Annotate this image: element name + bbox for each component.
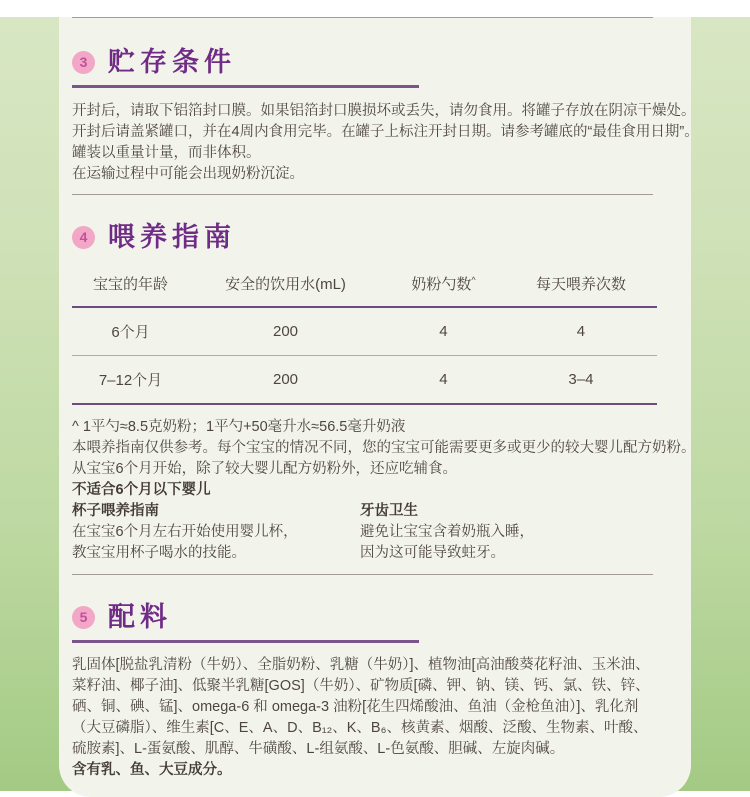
top-section-divider (72, 17, 653, 18)
cell-scoops: 4 (382, 307, 505, 356)
text-line: 菜籽油、椰子油]、低聚半乳糖[GOS]（牛奶）、矿物质[磷、钾、钠、镁、钙、氯、铁、锌、 (72, 678, 650, 694)
section-title: 配料 (108, 602, 172, 632)
ingredients-section (72, 602, 678, 781)
footnote-marker: ^ (471, 275, 476, 285)
cell-water: 200 (189, 356, 382, 405)
section-number-badge: 3 (72, 51, 95, 74)
table-row (72, 356, 657, 405)
section-divider (72, 574, 653, 575)
section-number-badge: 4 (72, 226, 95, 249)
text-line: （大豆磷脂）、维生素[C、E、A、D、B₁₂、K、B₆、核黄素、烟酸、泛酸、生物素、叶酸、 (72, 720, 648, 736)
age-warning: 不适合6个月以下婴儿 (72, 482, 211, 498)
column-header-scoops: 奶粉勺数^ (382, 267, 505, 307)
table-header-row (72, 267, 657, 307)
feeding-section-header (72, 222, 678, 252)
column-header-feedings: 每天喂养次数 (505, 267, 657, 307)
feeding-guide-section (72, 222, 696, 575)
section-divider (72, 194, 653, 195)
text-line: 本喂养指南仅供参考。每个宝宝的情况不同，您的宝宝可能需要更多或更少的较大婴儿配方奶粉。 (72, 440, 696, 456)
storage-section-header (72, 47, 678, 77)
dental-hygiene (360, 501, 678, 564)
text-line: 开封后请盖紧罐口，并在4周内食用完毕。在罐子上标注开封日期。请参考罐底的“最佳食用日期”。 (72, 124, 699, 140)
section-number-badge: 5 (72, 606, 95, 629)
subsection-heading: 杯子喂养指南 (72, 503, 159, 519)
text-line: 罐装以重量计量，而非体积。 (72, 145, 261, 161)
storage-section (72, 47, 699, 195)
feeding-subsections (72, 501, 678, 564)
cell-age: 6个月 (72, 307, 189, 356)
section-title: 喂养指南 (108, 222, 236, 252)
text-line: 乳固体[脱盐乳清粉（牛奶）、全脂奶粉、乳糖（牛奶）]、植物油[高油酸葵花籽油、玉米油、 (72, 657, 650, 673)
allergen-statement: 含有乳、鱼、大豆成分。 (72, 762, 232, 778)
title-underline (72, 640, 419, 643)
text-line: 因为这可能导致蛀牙。 (360, 545, 505, 561)
title-underline (72, 85, 419, 88)
text-line: 在运输过程中可能会出现奶粉沉淀。 (72, 166, 304, 182)
scoop-footnote: ^ 1平勺≈8.5克奶粉；1平勺+50毫升水≈56.5毫升奶液 (72, 419, 406, 435)
text-line: 开封后，请取下铝箔封口膜。如果铝箔封口膜损坏或丢失，请勿食用。将罐子存放在阴凉干燥处。 (72, 103, 696, 119)
section-title: 贮存条件 (108, 47, 236, 77)
text-line: 在宝宝6个月左右开始使用婴儿杯， (72, 524, 298, 540)
text-line: 从宝宝6个月开始，除了较大婴儿配方奶粉外，还应吃辅食。 (72, 461, 458, 477)
column-header-water: 安全的饮用水(mL) (189, 267, 382, 307)
cell-age: 7–12个月 (72, 356, 189, 405)
text-line: 硫胺素]、L-蛋氨酸、肌醇、牛磺酸、L-组氨酸、L-色氨酸、胆碱、左旋肉碱。 (72, 741, 565, 757)
text-line: 教宝宝用杯子喝水的技能。 (72, 545, 246, 561)
text-line: 避免让宝宝含着奶瓶入睡， (360, 524, 534, 540)
feeding-guide-table (72, 267, 657, 405)
column-header-age: 宝宝的年龄 (72, 267, 189, 307)
text-line: 硒、铜、碘、锰]、omega-6 和 omega-3 油粉[花生四烯酸油、鱼油（金枪鱼油）]、乳化剂 (72, 699, 639, 715)
feeding-notes (72, 417, 696, 501)
ingredients-section-header (72, 602, 678, 632)
storage-paragraph (72, 101, 699, 185)
cell-feedings: 4 (505, 307, 657, 356)
subsection-heading: 牙齿卫生 (360, 503, 418, 519)
table-row (72, 307, 657, 356)
content-card (59, 17, 699, 797)
ingredients-list (72, 655, 678, 781)
cell-water: 200 (189, 307, 382, 356)
cell-scoops: 4 (382, 356, 505, 405)
cup-feeding-guide (72, 501, 360, 564)
page-background (0, 17, 750, 791)
cell-feedings: 3–4 (505, 356, 657, 405)
